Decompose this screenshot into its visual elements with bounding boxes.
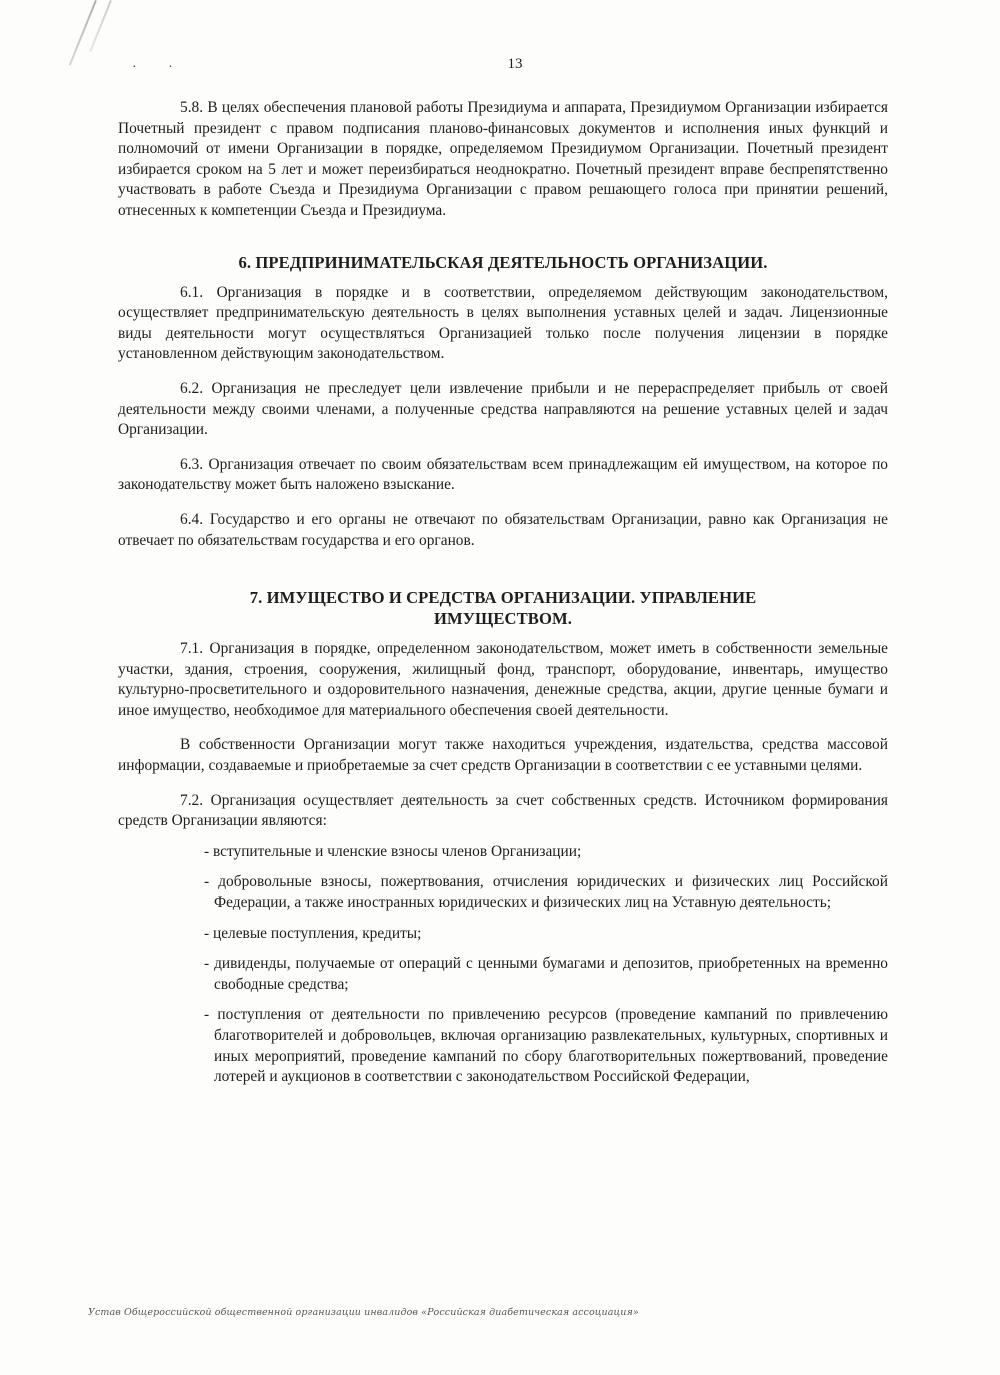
section-7-heading: 7. ИМУЩЕСТВО И СРЕДСТВА ОРГАНИЗАЦИИ. УПРАВЛЕНИЕ ИМУЩЕСТВОМ. bbox=[249, 588, 757, 629]
paragraph-6-2: 6.2. Организация не преследует цели извлечение прибыли и не перераспределяет прибыль от своей деятельности между своими членами, а полученные средства направляются на решение уставных целей и задач Организации. bbox=[118, 379, 888, 439]
paragraph-6-3: 6.3. Организация отвечает по своим обязательствам всем принадлежащим ей имуществом, на которое по законодательству может быть наложено взыскание. bbox=[118, 455, 888, 494]
paragraph-7-2: 7.2. Организация осуществляет деятельность за счет собственных средств. Источником формирования средств Организации являются: bbox=[118, 791, 888, 830]
page-footer: Устав Общероссийской общественной организации инвалидов «Российская диабетическая ассоциация» bbox=[88, 1307, 639, 1318]
list-item: - вступительные и членские взносы членов Организации; bbox=[204, 842, 582, 860]
paragraph-6-4: 6.4. Государство и его органы не отвечают по обязательствам Организации, равно как Организация не отвечает по обязательствам государства и его органов. bbox=[118, 510, 888, 549]
paragraph-7-1-continued: В собственности Организации могут также находиться учреждения, издательства, средства массовой информации, создаваемые и приобретаемые за счет средств Организации в соответствии с ее уставными целями. bbox=[118, 736, 888, 775]
list-item: - добровольные взносы, пожертвования, отчисления юридических и физических лиц Российской Федерации, а также иностранных юридических и физических лиц на Уставную деятельность; bbox=[204, 873, 888, 912]
paragraph-5-8: 5.8. В целях обеспечения плановой работы Президиума и аппарата, Президиумом Организации избирается Почетный президент с правом подписания планово-финансовых документов и исполнения иных функций и полномочий от имени Организации в порядке, определяемом Президиумом Организации. Почетный президент избирается сроком на 5 лет и может переизбираться неоднократно. Почетный президент вправе беспрепятственно участвовать в работе Съезда и Президиума Организации с правом решающего голоса при принятии решений, отнесенных к компетенции Съезда и Президиума. bbox=[118, 99, 888, 219]
scan-specks: · · bbox=[132, 60, 187, 75]
paragraph-6-1: 6.1. Организация в порядке и в соответствии, определяемом действующим законодательством, осуществляет предпринимательскую деятельность в целях выполнения уставных целей и задач. Лицензионные виды деятельности могут осуществляться Организацией только после получения лицензии в порядке установленном действующим законодательством. bbox=[118, 283, 888, 363]
paragraph-7-1: 7.1. Организация в порядке, определенном законодательством, может иметь в собственности земельные участки, здания, строения, сооружения, жилищный фонд, транспорт, оборудование, инвентарь, имущество культурно-просветительного и оздоровительного назначения, денежные средства, акции, другие ценные бумаги и иное имущество, необходимое для материального обеспечения своей деятельности. bbox=[118, 640, 888, 719]
section-6-heading: 6. ПРЕДПРИНИМАТЕЛЬСКАЯ ДЕЯТЕЛЬНОСТЬ ОРГАНИЗАЦИИ. bbox=[238, 252, 768, 272]
list-item: - поступления от деятельности по привлечению ресурсов (проведение кампаний по привлечению благотворителей и добровольцев, включая организацию развлекательных, культурных, спортивных и иных мероприятий, проведение кампаний по сбору благотворительных пожертвований, проведение лотерей и аукционов в соответствии с законодательством Российской Федерации, bbox=[204, 1006, 888, 1086]
list-item: - дивиденды, получаемые от операций с ценными бумагами и депозитов, приобретенных на временно свободные средства; bbox=[204, 955, 888, 993]
document-body bbox=[118, 98, 888, 1088]
page-number: 13 bbox=[507, 56, 523, 72]
funding-sources-list bbox=[118, 842, 888, 1088]
list-item: - целевые поступления, кредиты; bbox=[204, 924, 422, 942]
